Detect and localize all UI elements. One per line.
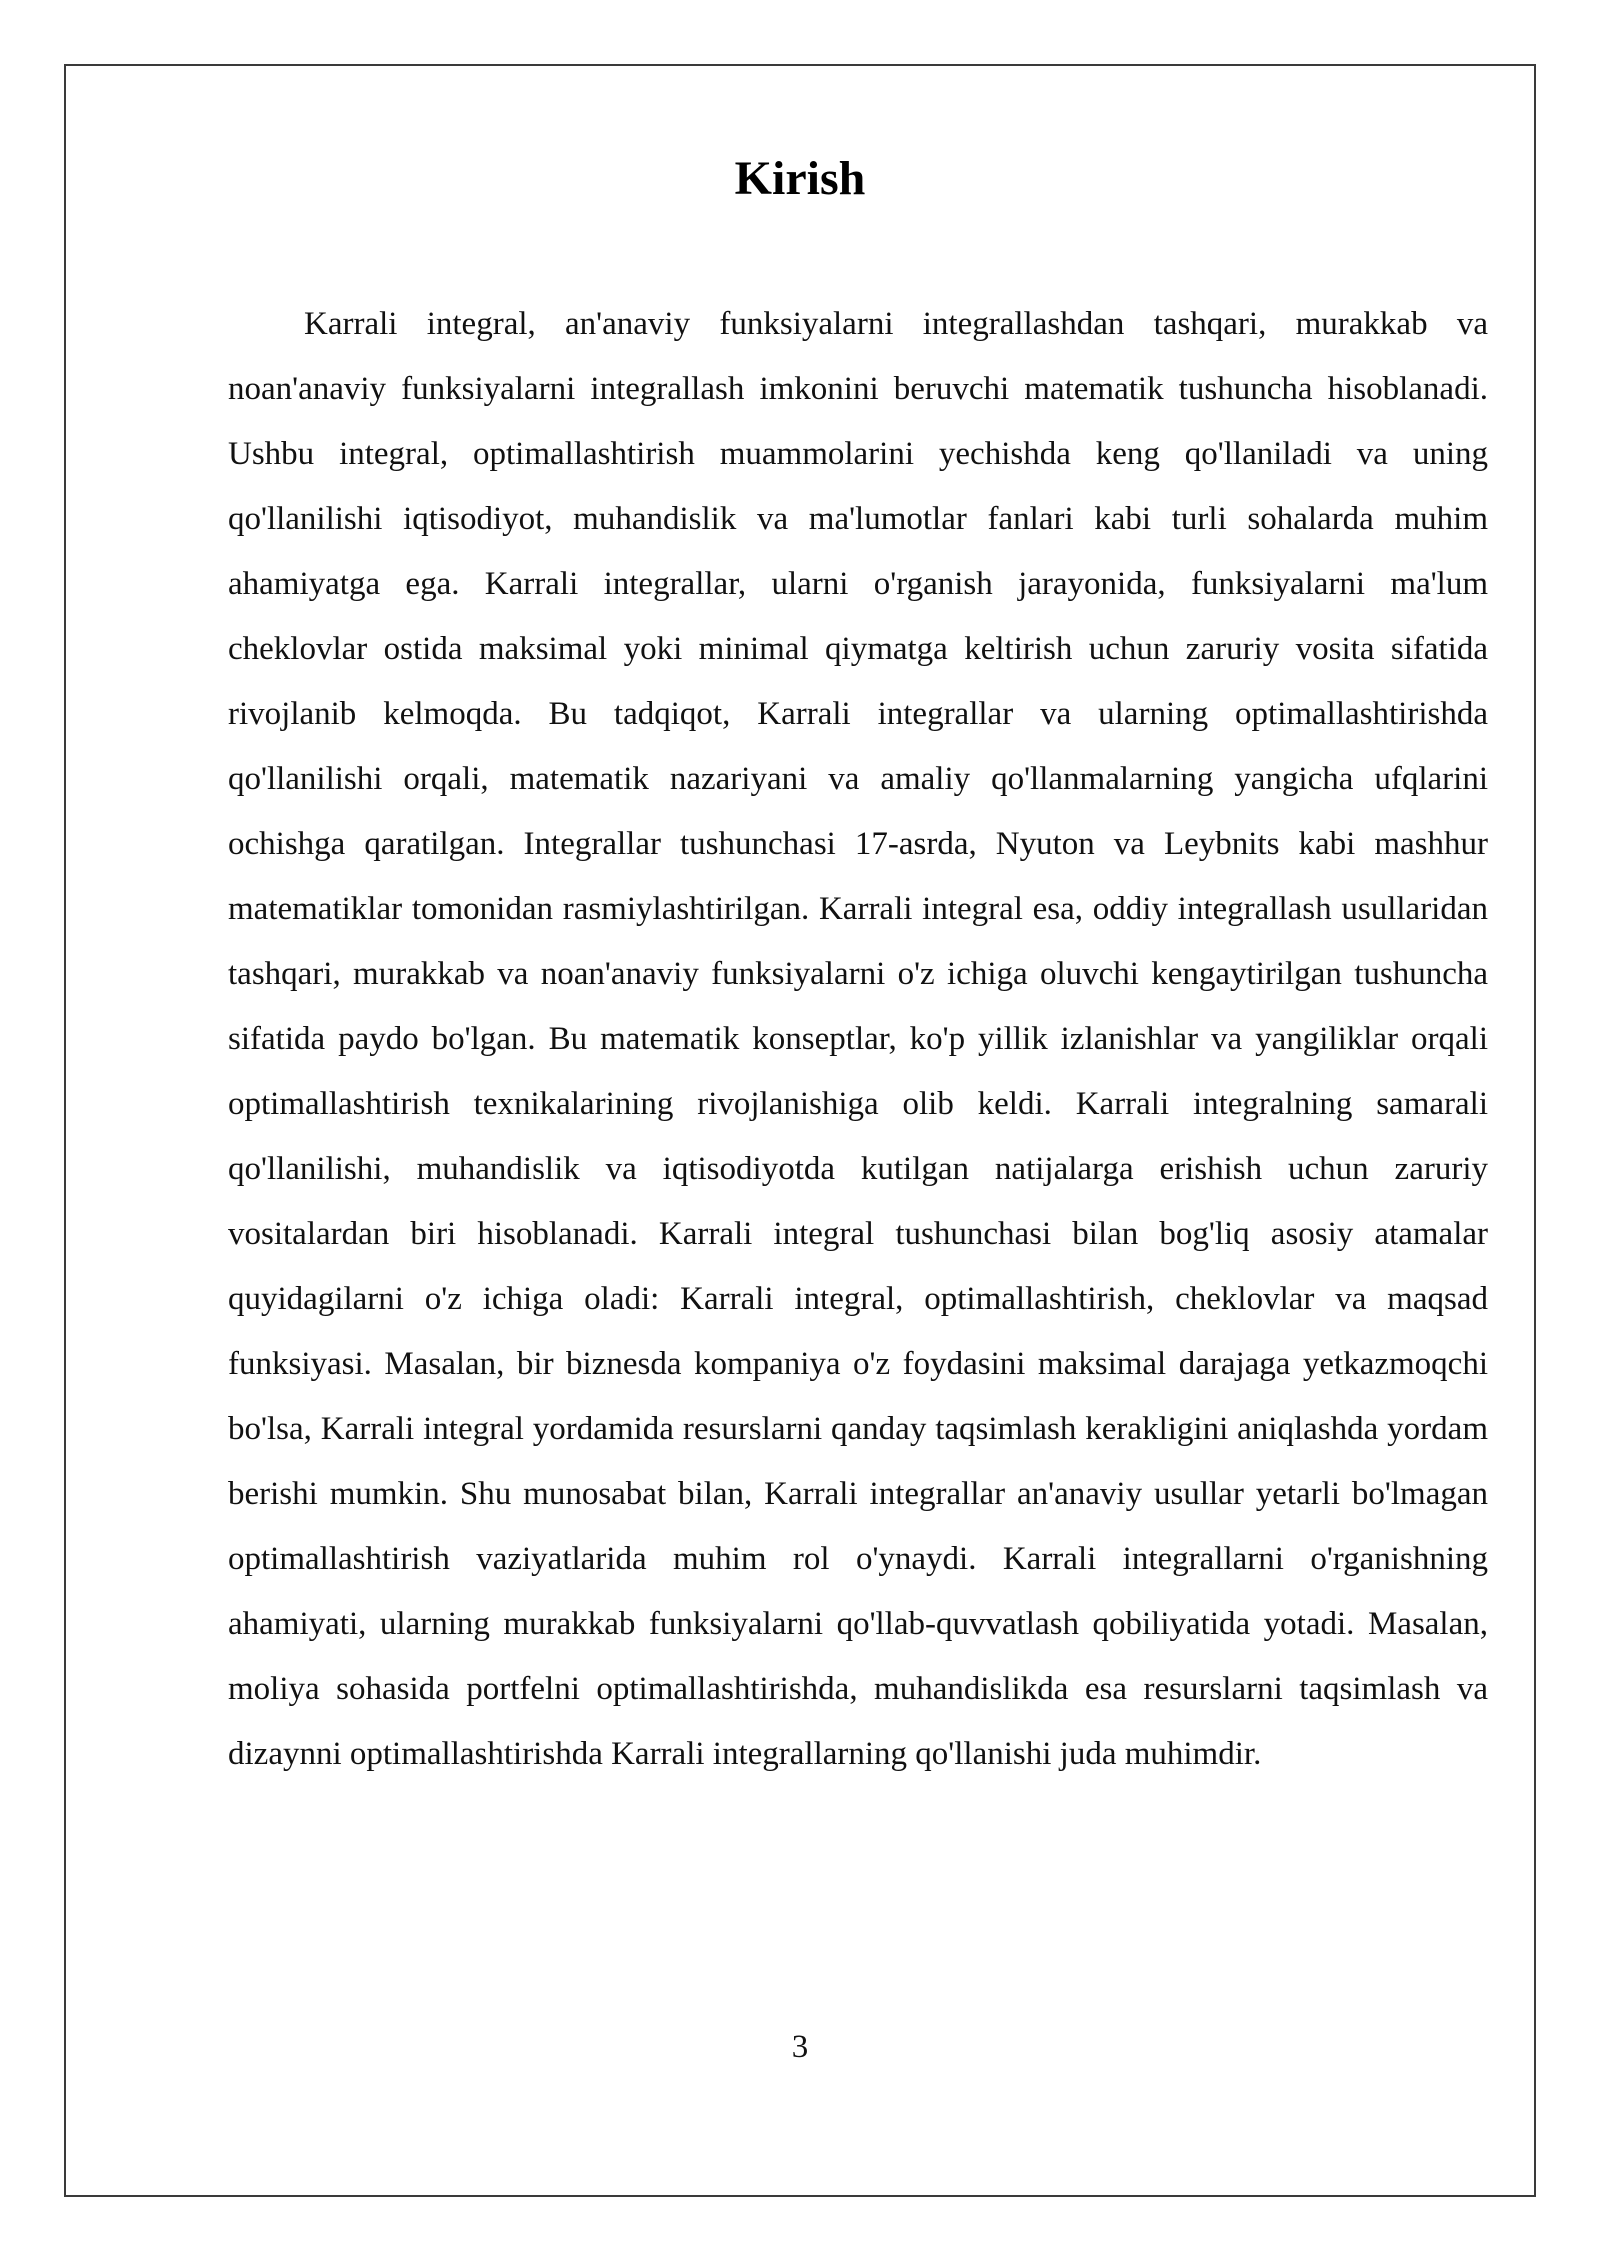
page-number: 3 — [791, 2029, 809, 2065]
body-paragraph: Karrali integral, an'anaviy funksiyalarni integrallashdan tashqari, murakkab va noan'anaviy funksiyalarni integrallash imkonini beruvchi matematik tushuncha hisoblanadi. Ushbu integral, optimallashtirish muammolarini yechishda keng qo'llaniladi va uning qo'llanilishi iqtisodiyot, muhandislik va ma'lumotlar fanlari kabi turli sohalarda muhim ahamiyatga ega. Karrali integrallar, ularni o'rganish jarayonida, funksiyalarni ma'lum cheklovlar ostida maksimal yoki minimal qiymatga keltirish uchun zaruriy vosita sifatida rivojlanib kelmoqda. Bu tadqiqot, Karrali integrallar va ularning optimallashtirishda qo'llanilishi orqali, matematik nazariyani va amaliy qo'llanmalarning yangicha ufqlarini ochishga qaratilgan. Integrallar tushunchasi 17-asrda, Nyuton va Leybnits kabi mashhur matematiklar tomonidan rasmiylashtirilgan. Karrali integral esa, oddiy integrallash usullaridan tashqari, murakkab va noan'anaviy funksiyalarni o'z ichiga oluvchi kengaytirilgan tushuncha sifatida paydo bo'lgan. Bu matematik konseptlar, ko'p yillik izlanishlar va yangiliklar orqali optimallashtirish texnikalarining rivojlanishiga olib keldi. Karrali integralning samarali qo'llanilishi, muhandislik va iqtisodiyotda kutilgan natijalarga erishish uchun zaruriy vositalardan biri hisoblanadi. Karrali integral tushunchasi bilan bog'liq asosiy atamalar quyidagilarni o'z ichiga oladi: Karrali integral, optimallashtirish, cheklovlar va maqsad funksiyasi. Masalan, bir biznesda kompaniya o'z foydasini maksimal darajaga yetkazmoqchi bo'lsa, Karrali integral yordamida resurslarni qanday taqsimlash kerakligini aniqlashda yordam berishi mumkin. Shu munosabat bilan, Karrali integrallar an'anaviy usullar yetarli bo'lmagan optimallashtirish vaziyatlarida muhim rol o'ynaydi. Karrali integrallarni o'rganishning ahamiyati, ularning murakkab funksiyalarni qo'llab-quvvatlash qobiliyatida yotadi. Masalan, moliya sohasida portfelni optimallashtirishda, muhandislikda esa resurslarni taqsimlash va dizaynni optimallashtirishda Karrali integrallarning qo'llanishi juda muhimdir. — [228, 306, 1488, 1772]
page-title: Kirish — [734, 152, 866, 205]
